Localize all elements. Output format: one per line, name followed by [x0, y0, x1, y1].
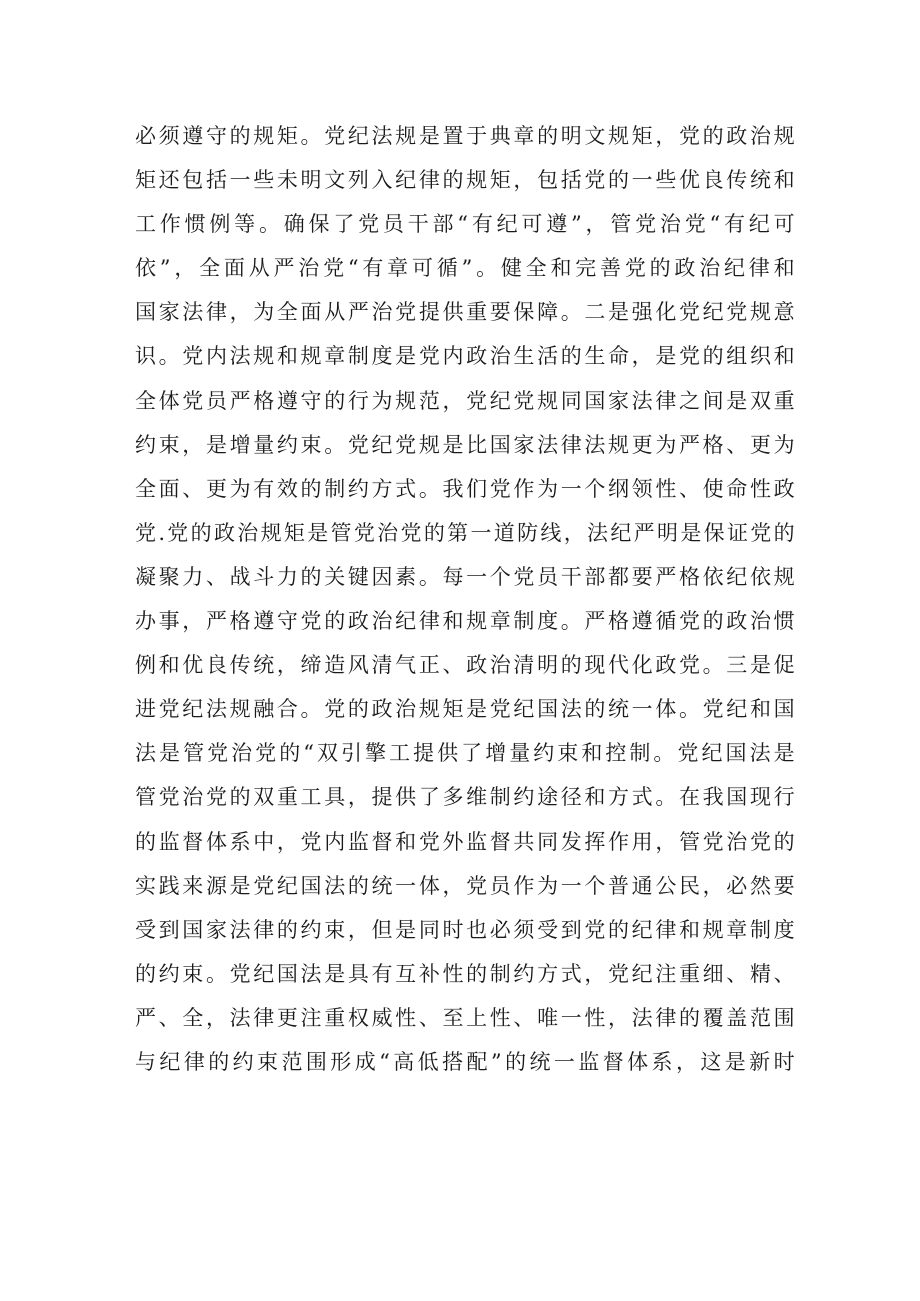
body-paragraph	[135, 114, 795, 1084]
text-line: 管党治党的双重工具，提供了多维制约途径和方式。在我国现行	[135, 785, 795, 810]
text-line: 矩还包括一些未明文列入纪律的规矩，包括党的一些优良传统和	[135, 168, 795, 193]
text-line: 的监督体系中，党内监督和党外监督共同发挥作用，管党治党的	[135, 829, 795, 854]
text-line: 实践来源是党纪国法的统一体，党员作为一个普通公民，必然要	[135, 873, 795, 898]
text-line: 必须遵守的规矩。党纪法规是置于典章的明文规矩，党的政治规	[135, 124, 795, 148]
text-line: 与纪律的约束范围形成“高低搭配”的统一监督体系，这是新时	[135, 1049, 795, 1074]
text-line: 约束，是增量约束。党纪党规是比国家法律法规更为严格、更为	[135, 432, 795, 457]
text-line: 工作惯例等。确保了党员干部“有纪可遵”，管党治党“有纪可	[135, 212, 795, 237]
text-line: 全体党员严格遵守的行为规范，党纪党规同国家法律之间是双重	[135, 388, 795, 413]
text-line: 全面、更为有效的制约方式。我们党作为一个纲领性、使命性政	[135, 476, 795, 501]
text-line: 党.党的政治规矩是管党治党的第一道防线，法纪严明是保证党的	[135, 520, 795, 545]
text-line: 凝聚力、战斗力的关键因素。每一个党员干部都要严格依纪依规	[135, 564, 795, 589]
text-line: 识。党内法规和规章制度是党内政治生活的生命，是党的组织和	[135, 344, 795, 369]
text-line: 的约束。党纪国法是具有互补性的制约方式，党纪注重细、精、	[135, 961, 795, 986]
text-line: 法是管党治党的“双引擎工提供了增量约束和控制。党纪国法是	[135, 741, 795, 766]
text-line: 国家法律，为全面从严治党提供重要保障。二是强化党纪党规意	[135, 300, 795, 325]
text-line: 例和优良传统，缔造风清气正、政治清明的现代化政党。三是促	[135, 653, 795, 678]
text-line: 进党纪法规融合。党的政治规矩是党纪国法的统一体。党纪和国	[135, 697, 795, 722]
text-line: 办事，严格遵守党的政治纪律和规章制度。严格遵循党的政治惯	[135, 609, 795, 634]
text-line: 依”，全面从严治党“有章可循”。健全和完善党的政治纪律和	[135, 256, 795, 281]
text-line: 受到国家法律的约束，但是同时也必须受到党的纪律和规章制度	[135, 917, 795, 942]
text-line: 严、全，法律更注重权威性、至上性、唯一性，法律的覆盖范围	[135, 1005, 795, 1030]
